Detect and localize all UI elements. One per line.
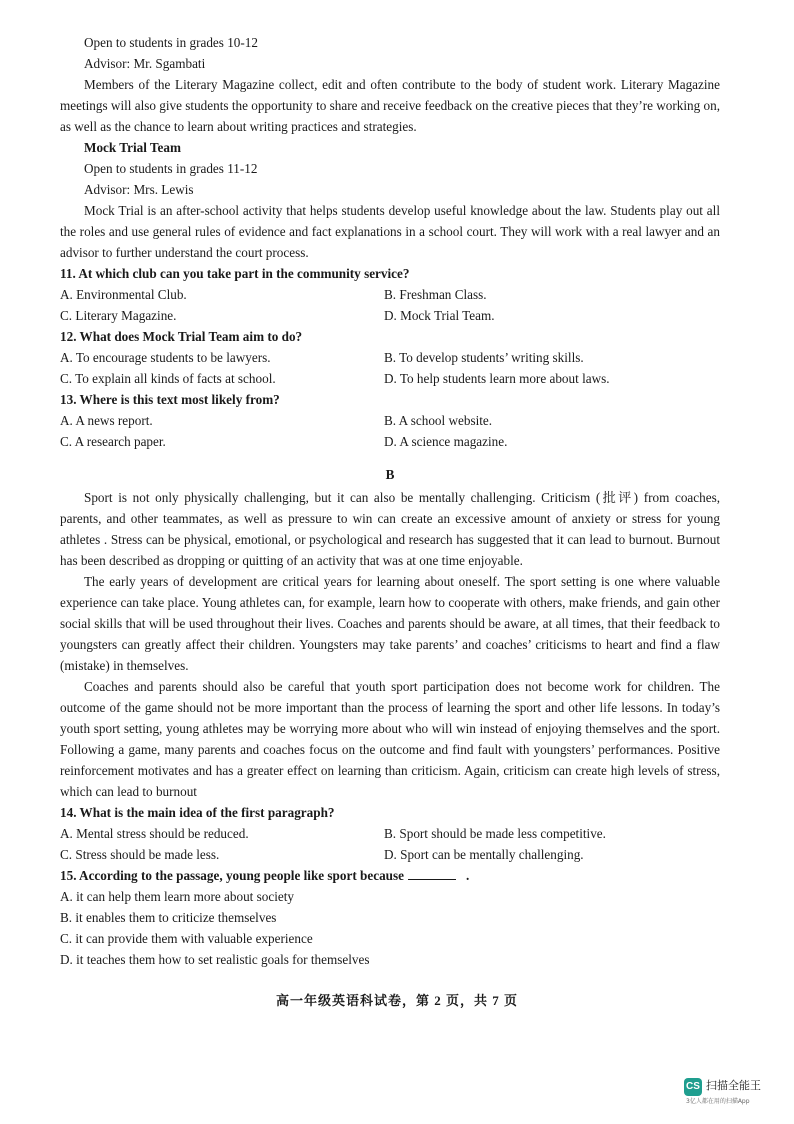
option-a: A. Mental stress should be reduced. [60, 826, 249, 841]
options [60, 410, 720, 452]
question-stem: 12. What does Mock Trial Team aim to do? [60, 329, 303, 344]
option-d: D. Sport can be mentally challenging. [384, 847, 584, 862]
question-stem-line [60, 865, 720, 886]
exam-page [60, 32, 720, 970]
options [60, 284, 720, 326]
question-stem: 13. Where is this text most likely from? [60, 392, 280, 407]
mock-grades: Open to students in grades 11-12 [84, 161, 258, 176]
passage-paragraph-1: Sport is not only physically challenging, but it can also be mentally challenging. Criticism (批评) from coaches, parents, and other teammates, as well as pressure to win can create an excessive amount of anxiety or stress for young athletes . Stress can be physical, emotional, or psychological and research has suggested that it can lead to burnout. Burnout has been described as dropping or quitting of an activity that was at one time enjoyable. [60, 490, 720, 568]
option-a: A. A news report. [60, 413, 153, 428]
option-c: C. To explain all kinds of facts at school. [60, 371, 276, 386]
option-c: C. Literary Magazine. [60, 308, 177, 323]
option-d: D. To help students learn more about laws. [384, 371, 610, 386]
scanner-tagline: 3亿人都在用的扫描App [686, 1098, 750, 1105]
option-c: C. Stress should be made less. [60, 847, 220, 862]
section-b-title: B [385, 467, 395, 482]
option-a: A. Environmental Club. [60, 287, 187, 302]
options [60, 823, 720, 865]
options [60, 347, 720, 389]
lit-advisor: Advisor: Mr. Sgambati [84, 56, 206, 71]
mock-description: Mock Trial is an after-school activity that helps students develop useful knowledge about the law. Students play out all the roles and use general rules of evidence and fact explanations in a school court. They will work with a real lawyer and an advisor to further understand the court process. [60, 203, 720, 260]
option-d: D. A science magazine. [384, 434, 508, 449]
question-13 [60, 389, 720, 452]
page-footer: 高一年级英语科试卷，第 2 页，共 7 页 [275, 993, 518, 1008]
option-b: B. A school website. [384, 413, 493, 428]
scanner-app-name: 扫描全能王 [706, 1079, 761, 1092]
mock-advisor: Advisor: Mrs. Lewis [84, 182, 194, 197]
option-b: B. Freshman Class. [384, 287, 487, 302]
answer-blank [408, 865, 456, 880]
question-12 [60, 326, 720, 389]
option-d: D. it teaches them how to set realistic goals for themselves [60, 952, 370, 967]
question-14 [60, 802, 720, 865]
passage-paragraph-3: Coaches and parents should also be careful that youth sport participation does not become work for children. The outcome of the game should not be more important than the process of learning the sport and other life lessons. In today’s youth sport setting, young athletes may be worrying more about who will win instead of enjoying themselves and the sport. Following a game, many parents and coaches focus on the outcome and find fault with youngsters’ performances. Positive reinforcement motivates and has a greater effect on learning than criticism. Again, criticism can create high levels of stress, which can lead to burnout [60, 679, 720, 799]
lit-description: Members of the Literary Magazine collect, edit and often contribute to the body of student work. Literary Magazine meetings will also give students the opportunity to share and receive feedback on the creative pieces that they’re working on, as well as the chance to learn about writing practices and strategies. [60, 77, 720, 134]
question-stem: 14. What is the main idea of the first paragraph? [60, 805, 335, 820]
option-b: B. Sport should be made less competitive. [384, 826, 606, 841]
option-b: B. To develop students’ writing skills. [384, 350, 584, 365]
lit-grades: Open to students in grades 10-12 [84, 35, 258, 50]
option-b: B. it enables them to criticize themselves [60, 910, 277, 925]
option-c: C. it can provide them with valuable experience [60, 931, 313, 946]
mock-trial-title: Mock Trial Team [84, 140, 181, 155]
option-d: D. Mock Trial Team. [384, 308, 495, 323]
question-stem: 15. According to the passage, young people like sport because [60, 868, 404, 883]
question-15 [60, 865, 720, 970]
option-c: C. A research paper. [60, 434, 166, 449]
question-11 [60, 263, 720, 326]
passage-paragraph-2: The early years of development are critical years for learning about oneself. The sport setting is one where valuable experience can take place. Young athletes can, for example, learn how to cooperate with others, make friends, and gain other social skills that will be used throughout their lives. Coaches and parents should be aware, at all times, that their feedback to youngsters can greatly affect their children. Youngsters may take parents’ and coaches’ criticisms to heart and find a flaw (mistake) in themselves. [60, 574, 720, 673]
question-stem: 11. At which club can you take part in the community service? [60, 266, 410, 281]
option-a: A. To encourage students to be lawyers. [60, 350, 271, 365]
option-a: A. it can help them learn more about society [60, 889, 295, 904]
camscanner-logo-icon: CS [684, 1078, 702, 1096]
scanner-watermark [684, 1072, 784, 1112]
question-end: . [465, 868, 470, 883]
